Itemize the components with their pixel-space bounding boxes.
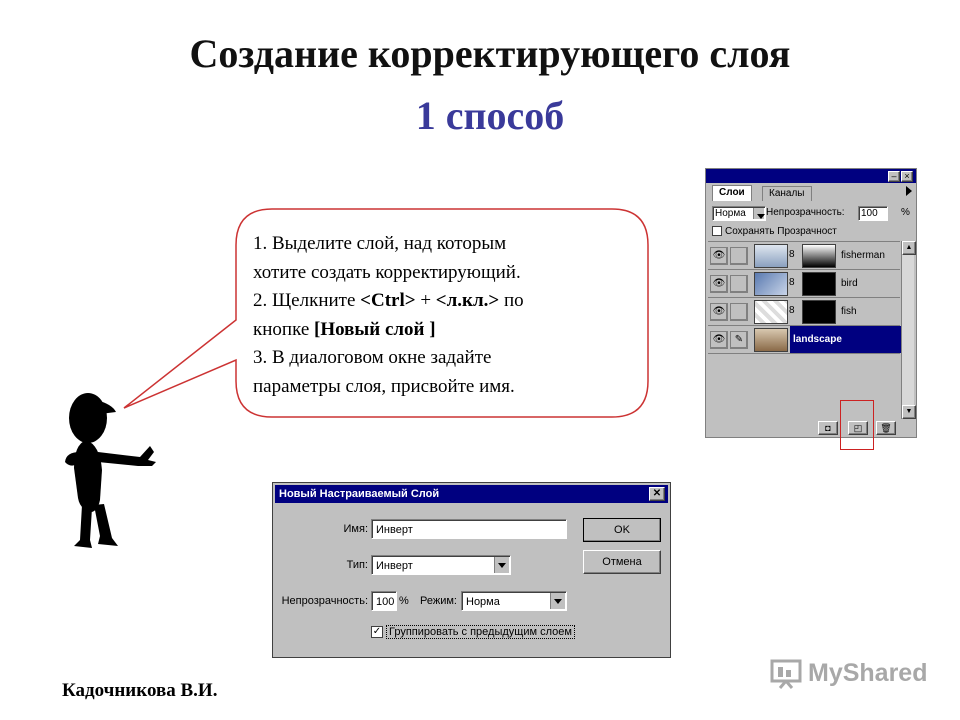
layer-name: bird bbox=[841, 278, 858, 289]
dialog-title: Новый Настраиваемый Слой bbox=[279, 488, 440, 500]
mode-label: Режим: bbox=[420, 595, 457, 607]
group-checkbox-row[interactable] bbox=[371, 622, 575, 642]
chevron-down-icon bbox=[753, 208, 764, 219]
eye-icon[interactable]: 👁 bbox=[710, 275, 728, 293]
layers-scrollbar[interactable] bbox=[901, 241, 914, 419]
opacity-label: Непрозрачность: bbox=[766, 207, 845, 218]
palette-menu-arrow-icon[interactable] bbox=[906, 186, 912, 196]
new-layer-icon[interactable]: ◰ bbox=[848, 421, 868, 435]
instructions-text bbox=[253, 230, 643, 401]
dialog-titlebar bbox=[275, 485, 668, 503]
opacity-label: Непрозрачность: bbox=[281, 595, 368, 607]
presentation-icon bbox=[770, 657, 804, 689]
name-field[interactable]: Инверт bbox=[371, 519, 567, 539]
scroll-up-icon[interactable]: ▲ bbox=[902, 241, 916, 255]
chevron-down-icon[interactable] bbox=[494, 557, 509, 573]
layer-thumbnail bbox=[754, 300, 788, 324]
layers-palette bbox=[705, 168, 917, 438]
chain-icon: 8 bbox=[789, 277, 795, 288]
instruction-line: параметры слоя, присвойте имя. bbox=[253, 375, 515, 397]
instruction-line: 3. В диалоговом окне задайте bbox=[253, 347, 492, 368]
highlight-new-layer-button bbox=[840, 400, 874, 450]
eye-icon[interactable]: 👁 bbox=[710, 303, 728, 321]
eye-icon[interactable]: 👁 bbox=[710, 247, 728, 265]
preserve-transparency-row[interactable] bbox=[712, 226, 837, 238]
group-label: Группировать с предыдущим слоем bbox=[386, 625, 575, 639]
ok-button[interactable]: OK bbox=[583, 518, 661, 542]
layer-name: landscape bbox=[790, 326, 903, 353]
new-adjustment-layer-dialog bbox=[272, 482, 671, 658]
instruction-line: хотите создать корректирующий. bbox=[253, 261, 521, 283]
layer-name: fish bbox=[841, 306, 857, 317]
layer-mask-thumbnail bbox=[802, 272, 836, 296]
instruction-line: 2. Щелкните <Ctrl> + <л.кл.> по bbox=[253, 290, 524, 311]
layer-mask-thumbnail bbox=[802, 300, 836, 324]
palette-footer bbox=[708, 421, 914, 435]
tab-layers[interactable]: Слои bbox=[712, 185, 752, 201]
type-select[interactable]: Инверт bbox=[371, 555, 511, 575]
group-checkbox[interactable]: ✓ bbox=[372, 626, 382, 638]
mode-select[interactable]: Норма bbox=[461, 591, 567, 611]
slide-subtitle: 1 способ bbox=[415, 93, 565, 138]
scroll-down-icon[interactable]: ▼ bbox=[902, 405, 916, 419]
instruction-line: кнопке [Новый слой ] bbox=[253, 318, 436, 340]
instruction-line: 1. Выделите слой, над которым bbox=[253, 233, 507, 254]
slide-title: Создание корректирующего слоя bbox=[189, 31, 791, 76]
chevron-down-icon[interactable] bbox=[550, 593, 565, 609]
tab-channels[interactable]: Каналы bbox=[762, 186, 812, 201]
layer-mask-thumbnail bbox=[802, 244, 836, 268]
minimize-icon[interactable]: – bbox=[888, 171, 900, 182]
layer-row-bird[interactable] bbox=[708, 270, 900, 298]
palette-titlebar[interactable] bbox=[706, 169, 916, 183]
close-icon[interactable]: ✕ bbox=[649, 487, 665, 501]
cancel-button[interactable]: Отмена bbox=[583, 550, 661, 574]
layer-thumbnail bbox=[754, 328, 788, 352]
layer-thumbnail bbox=[754, 244, 788, 268]
mask-icon[interactable]: ◘ bbox=[818, 421, 838, 435]
preserve-transparency-checkbox[interactable] bbox=[712, 226, 722, 236]
link-box[interactable] bbox=[730, 303, 748, 321]
layer-row-fisherman[interactable] bbox=[708, 242, 900, 270]
layer-row-landscape[interactable] bbox=[708, 326, 900, 354]
close-icon[interactable]: × bbox=[901, 171, 913, 182]
type-label: Тип: bbox=[346, 559, 368, 571]
author-name: Кадочникова В.И. bbox=[62, 680, 218, 701]
opacity-unit: % bbox=[399, 595, 409, 607]
trash-icon[interactable]: 🗑 bbox=[876, 421, 896, 435]
link-box[interactable] bbox=[730, 247, 748, 265]
eye-icon[interactable]: 👁 bbox=[710, 331, 728, 349]
stick-figure-icon bbox=[65, 393, 156, 548]
layer-thumbnail bbox=[754, 272, 788, 296]
layer-name: fisherman bbox=[841, 250, 885, 261]
watermark-text: MyShared bbox=[808, 659, 928, 687]
opacity-field[interactable]: 100 bbox=[371, 591, 397, 611]
opacity-unit: % bbox=[901, 207, 910, 218]
chain-icon: 8 bbox=[789, 305, 795, 316]
chain-icon: 8 bbox=[789, 249, 795, 260]
layers-list bbox=[708, 241, 900, 420]
layer-row-fish[interactable] bbox=[708, 298, 900, 326]
opacity-input[interactable]: 100 bbox=[858, 206, 888, 221]
blend-mode-select[interactable]: Норма bbox=[712, 206, 766, 221]
preserve-transparency-label: Сохранять Прозрачност bbox=[725, 226, 837, 237]
brush-icon[interactable]: ✎ bbox=[730, 331, 748, 349]
name-label: Имя: bbox=[343, 523, 368, 535]
link-box[interactable] bbox=[730, 275, 748, 293]
